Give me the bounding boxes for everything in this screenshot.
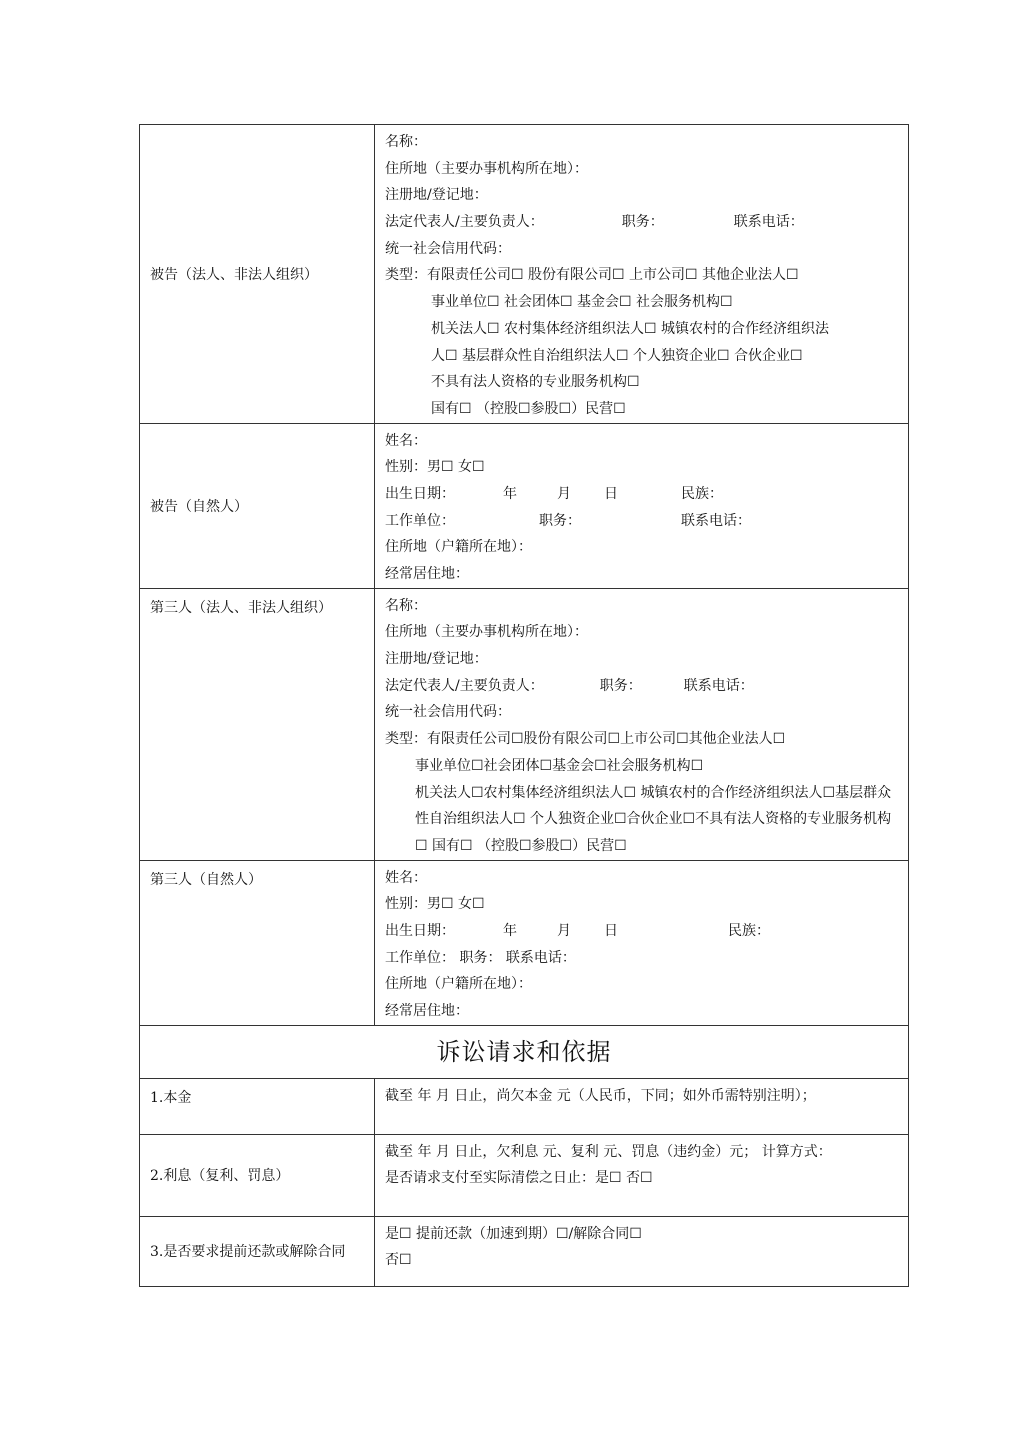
defendant-person-month: 月 xyxy=(557,485,571,502)
third-org-name[interactable]: 名称： xyxy=(385,597,427,614)
third-person-label-cell xyxy=(140,860,375,1025)
third-person-row xyxy=(140,860,909,1025)
third-person-ethnicity[interactable]: 民族： xyxy=(728,922,770,939)
defendant-person-name[interactable]: 姓名： xyxy=(385,432,427,449)
principal-row xyxy=(140,1078,909,1134)
third-person-work-line[interactable]: 工作单位： 职务： 联系电话： xyxy=(385,949,576,966)
early-repay-label: 3.是否要求提前还款或解除合同 xyxy=(150,1244,346,1261)
defendant-org-type-4[interactable]: 人☐ 基层群众性自治组织法人☐ 个人独资企业☐ 合伙企业☐ xyxy=(431,347,803,364)
defendant-person-gender[interactable]: 性别：男☐ 女☐ xyxy=(385,459,485,476)
principal-text[interactable]: 截至 年 月 日止，尚欠本金 元（人民币，下同；如外币需特别注明）； xyxy=(385,1087,816,1104)
third-person-residence[interactable]: 经常居住地： xyxy=(385,1003,469,1020)
early-repay-label-cell xyxy=(140,1216,375,1286)
third-org-rep-line xyxy=(385,673,900,700)
defendant-person-label-cell xyxy=(140,423,375,588)
defendant-person-domicile[interactable]: 住所地（户籍所在地）： xyxy=(385,539,532,556)
defendant-person-row xyxy=(140,423,909,588)
third-org-type-3[interactable]: 机关法人☐农村集体经济组织法人☐ 城镇农村的合作经济组织法人☐基层群众性自治组织法人☐ 个人独资企业☐合伙企业☐不具有法人资格的专业服务机构☐ 国有☐ （控股☐参股☐）民营☐ xyxy=(415,784,892,854)
principal-label-cell xyxy=(140,1078,375,1134)
defendant-person-position[interactable]: 职务： xyxy=(539,512,581,529)
third-org-type-1[interactable]: 类型：有限责任公司☐股份有限公司☐上市公司☐其他企业法人☐ xyxy=(385,731,786,748)
principal-label: 1.本金 xyxy=(150,1089,192,1106)
defendant-org-address[interactable]: 住所地（主要办事机构所在地）： xyxy=(385,160,588,177)
defendant-org-type-1[interactable]: 类型：有限责任公司☐ 股份有限公司☐ 上市公司☐ 其他企业法人☐ xyxy=(385,267,799,284)
third-org-rep[interactable]: 法定代表人/主要负责人： xyxy=(385,677,544,694)
interest-question[interactable]: 是否请求支付至实际清偿之日止：是☐ 否☐ xyxy=(385,1170,653,1187)
interest-label-cell xyxy=(140,1134,375,1216)
defendant-org-fields xyxy=(375,125,909,424)
defendant-person-phone[interactable]: 联系电话： xyxy=(681,512,751,529)
interest-text[interactable]: 截至 年 月 日止，欠利息 元、复利 元、罚息（违约金）元； 计算方式： xyxy=(385,1143,832,1160)
defendant-org-type-6[interactable]: 国有☐ （控股☐参股☐）民营☐ xyxy=(431,400,626,417)
defendant-org-type-5[interactable]: 不具有法人资格的专业服务机构☐ xyxy=(431,374,640,391)
third-person-domicile[interactable]: 住所地（户籍所在地）： xyxy=(385,976,532,993)
early-repay-row xyxy=(140,1216,909,1286)
third-person-birth[interactable]: 出生日期： xyxy=(385,922,455,939)
third-org-position[interactable]: 职务： xyxy=(599,677,642,694)
third-person-label: 第三人（自然人） xyxy=(150,871,262,888)
claims-heading-row xyxy=(140,1025,909,1078)
defendant-org-registered[interactable]: 注册地/登记地： xyxy=(385,187,488,204)
defendant-person-ethnicity[interactable]: 民族： xyxy=(681,485,723,502)
third-org-label: 第三人（法人、非法人组织） xyxy=(150,599,332,616)
defendant-person-label: 被告（自然人） xyxy=(150,498,248,515)
third-person-fields xyxy=(375,860,909,1025)
third-org-address[interactable]: 住所地（主要办事机构所在地）： xyxy=(385,624,588,641)
defendant-person-birth[interactable]: 出生日期： xyxy=(385,485,455,502)
defendant-org-rep-line xyxy=(385,209,900,236)
defendant-person-day: 日 xyxy=(604,485,618,502)
defendant-person-residence[interactable]: 经常居住地： xyxy=(385,566,469,582)
defendant-org-row xyxy=(140,125,909,424)
principal-fields xyxy=(375,1078,909,1134)
third-org-phone[interactable]: 联系电话： xyxy=(683,677,754,694)
third-org-row xyxy=(140,588,909,860)
defendant-person-year: 年 xyxy=(503,485,517,502)
third-org-credit-code[interactable]: 统一社会信用代码： xyxy=(385,704,511,721)
defendant-org-type-2[interactable]: 事业单位☐ 社会团体☐ 基金会☐ 社会服务机构☐ xyxy=(431,294,733,311)
claims-heading: 诉讼请求和依据 xyxy=(140,1025,909,1078)
complaint-form-table xyxy=(139,124,909,1287)
defendant-org-phone[interactable]: 联系电话： xyxy=(733,214,804,231)
interest-row xyxy=(140,1134,909,1216)
early-repay-yes[interactable]: 是☐ 提前还款（加速到期）☐/解除合同☐ xyxy=(385,1225,642,1242)
defendant-org-label: 被告（法人、非法人组织） xyxy=(150,266,318,283)
defendant-org-label-cell xyxy=(140,125,375,424)
early-repay-no[interactable]: 否☐ xyxy=(385,1252,412,1269)
third-org-fields xyxy=(375,588,909,860)
third-person-gender[interactable]: 性别：男☐ 女☐ xyxy=(385,896,485,913)
third-org-type-2[interactable]: 事业单位☐社会团体☐基金会☐社会服务机构☐ xyxy=(415,757,704,774)
third-person-name[interactable]: 姓名： xyxy=(385,869,427,886)
third-person-month: 月 xyxy=(557,922,571,939)
defendant-person-fields xyxy=(375,423,909,588)
third-person-birth-line xyxy=(385,918,900,945)
interest-fields xyxy=(375,1134,909,1216)
defendant-org-rep[interactable]: 法定代表人/主要负责人： xyxy=(385,214,544,231)
defendant-person-birth-line xyxy=(385,481,900,508)
early-repay-fields xyxy=(375,1216,909,1286)
interest-label: 2.利息（复利、罚息） xyxy=(150,1168,290,1185)
defendant-org-credit-code[interactable]: 统一社会信用代码： xyxy=(385,240,511,257)
third-person-day: 日 xyxy=(604,922,618,939)
defendant-person-work[interactable]: 工作单位： xyxy=(385,512,455,529)
defendant-org-type-3[interactable]: 机关法人☐ 农村集体经济组织法人☐ 城镇农村的合作经济组织法 xyxy=(431,320,830,337)
third-org-registered[interactable]: 注册地/登记地： xyxy=(385,651,488,668)
third-person-year: 年 xyxy=(503,922,517,939)
defendant-org-name[interactable]: 名称： xyxy=(385,134,427,150)
defendant-person-work-line xyxy=(385,508,900,535)
third-org-label-cell xyxy=(140,588,375,860)
defendant-org-position[interactable]: 职务： xyxy=(621,214,664,231)
